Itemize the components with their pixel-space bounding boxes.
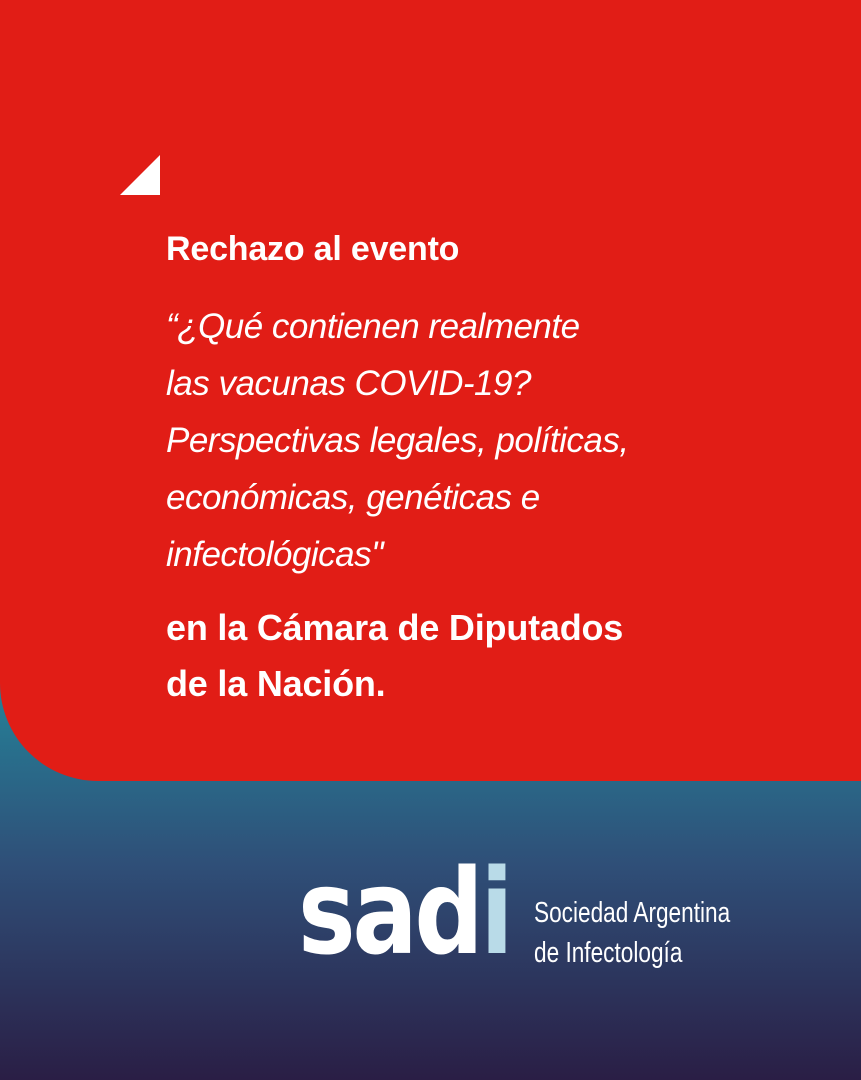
quote-line: “¿Qué contienen realmente	[166, 307, 580, 346]
logo-wordmark-text: sadi	[298, 843, 511, 981]
event-title-quote	[166, 298, 806, 583]
logo-wordmark-accent: i	[480, 843, 511, 981]
sadi-logo-wordmark	[298, 843, 511, 982]
quote-line: Perspectivas legales, políticas,	[166, 421, 629, 460]
closing-line: en la Cámara de Diputados	[166, 607, 624, 648]
closing-line: de la Nación.	[166, 663, 386, 704]
quote-line: las vacunas COVID-19?	[166, 364, 531, 403]
quote-line: económicas, genéticas e	[166, 478, 540, 517]
post-heading: Rechazo al evento	[166, 230, 460, 268]
logo-name-line: Sociedad Argentina	[534, 897, 731, 929]
sadi-logo-name	[534, 893, 730, 973]
quote-line: infectológicas"	[166, 535, 383, 574]
corner-triangle-icon	[120, 155, 160, 195]
logo-name-line: de Infectología	[534, 937, 683, 969]
event-location-text	[166, 600, 623, 712]
